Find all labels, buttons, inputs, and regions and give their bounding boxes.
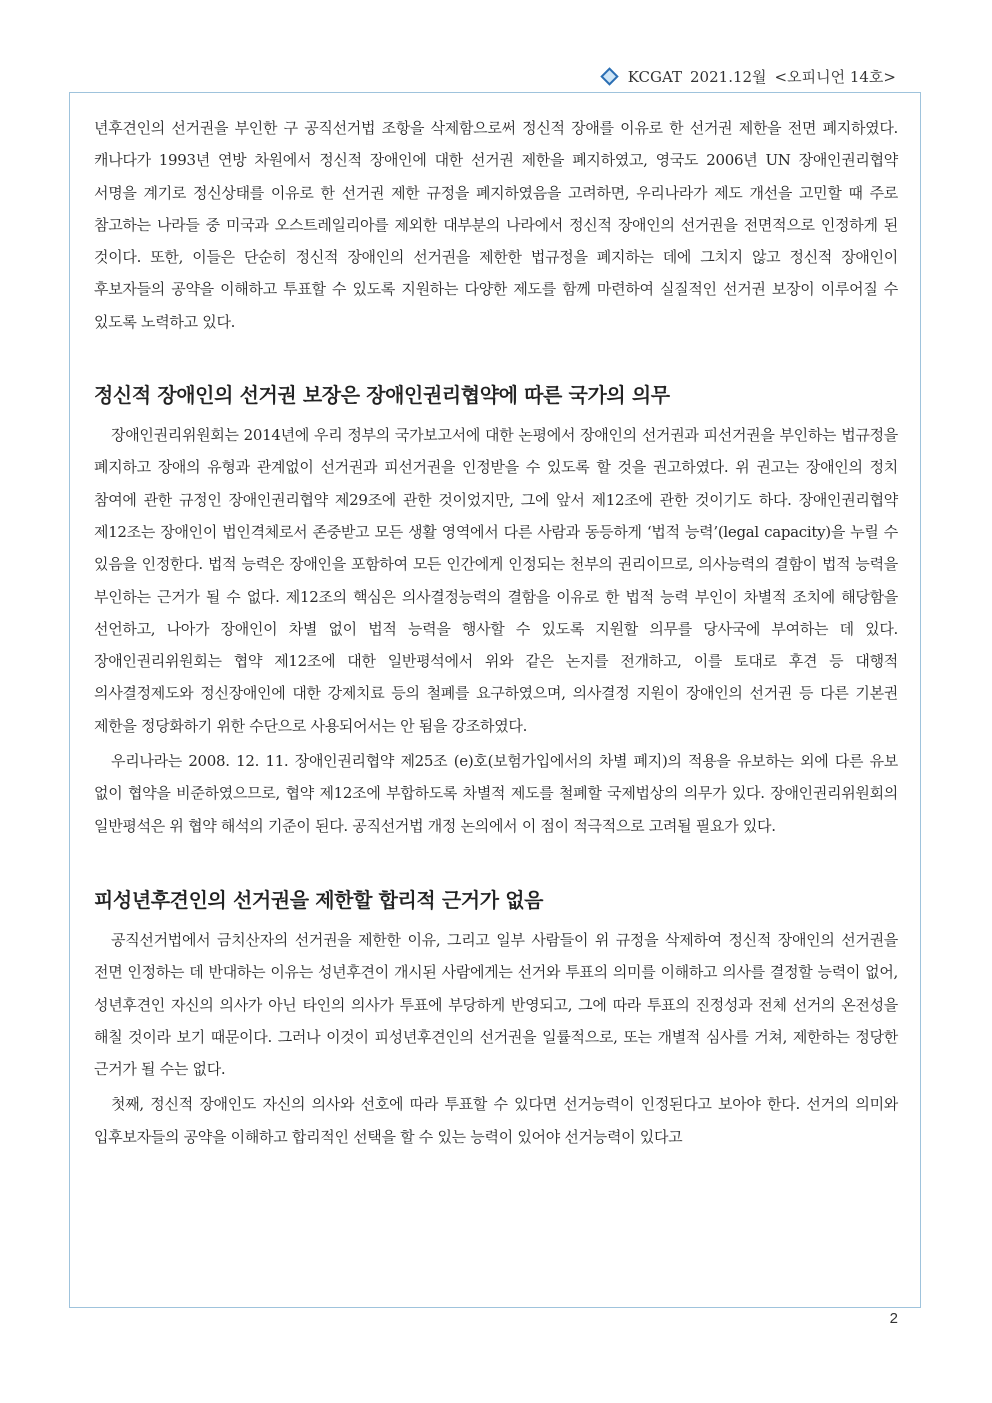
section-heading-1: 정신적 장애인의 선거권 보장은 장애인권리협약에 따른 국가의 의무 <box>94 383 670 408</box>
document-body <box>94 112 898 1153</box>
section-heading-2: 피성년후견인의 선거권을 제한할 합리적 근거가 없음 <box>94 887 544 912</box>
header-issue: <오피니언 14호> <box>774 68 896 86</box>
header-date: 2021.12월 <box>690 68 767 86</box>
section2-paragraph-2: 첫째, 정신적 장애인도 자신의 의사와 선호에 따라 투표할 수 있다면 선거능력이 인정된다고 보아야 한다. 선거의 의미와 입후보자들의 공약을 이해하고 합리적인 선택을 할 수 있는 능력이 있어야 선거능력이 있다고 <box>94 1095 898 1146</box>
page-number: 2 <box>889 1310 898 1327</box>
section1-paragraph-2: 우리나라는 2008. 12. 11. 장애인권리협약 제25조 (e)호(보험가입에서의 차별 폐지)의 적용을 유보하는 외에 다른 유보 없이 협약을 비준하였으므로, 협약 제12조에 부합하도록 차별적 제도를 철폐할 국제법상의 의무가 있다. 장애인권리위원회의 일반평석은 위 협약 해석의 기준이 된다. 공직선거법 개정 논의에서 이 점이 적극적으로 고려될 필요가 있다. <box>94 752 898 835</box>
intro-paragraph: 년후견인의 선거권을 부인한 구 공직선거법 조항을 삭제함으로써 정신적 장애를 이유로 한 선거권 제한을 전면 폐지하였다. 캐나다가 1993년 연방 차원에서 정신적 장애인에 대한 선거권 제한을 폐지하였고, 영국도 2006년 UN 장애인권리협약 서명을 계기로 정신상태를 이유로 한 선거권 제한 규정을 폐지하였음을 고려하면, 우리나라가 제도 개선을 고민할 때 주로 참고하는 나라들 중 미국과 오스트레일리아를 제외한 대부분의 나라에서 정신적 장애인의 선거권을 전면적으로 인정하게 된 것이다. 또한, 이들은 단순히 정신적 장애인의 선거권을 제한한 법규정을 폐지하는 데에 그치지 않고 정신적 장애인이 후보자들의 공약을 이해하고 투표할 수 있도록 지원하는 다양한 제도를 함께 마련하여 실질적인 선거권 보장이 이루어질 수 있도록 노력하고 있다. <box>94 119 898 331</box>
section1-paragraph-1: 장애인권리위원회는 2014년에 우리 정부의 국가보고서에 대한 논평에서 장애인의 선거권과 피선거권을 부인하는 법규정을 폐지하고 장애의 유형과 관계없이 선거권과 피선거권을 인정받을 수 있도록 할 것을 권고하였다. 위 권고는 장애인의 정치 참여에 관한 규정인 장애인권리협약 제29조에 관한 것이었지만, 그에 앞서 제12조에 관한 것이기도 하다. 장애인권리협약 제12조는 장애인이 법인격체로서 존중받고 모든 생활 영역에서 다른 사람과 동등하게 ‘법적 능력’(legal capacity)을 누릴 수 있음을 인정한다. 법적 능력은 장애인을 포함하여 모든 인간에게 인정되는 천부의 권리이므로, 의사능력의 결함이 법적 능력을 부인하는 근거가 될 수 없다. 제12조의 핵심은 의사결정능력의 결함을 이유로 한 법적 능력 부인이 차별적 조치에 해당함을 선언하고, 나아가 장애인이 차별 없이 법적 능력을 행사할 수 있도록 지원할 의무를 당사국에 부여하는 데 있다. 장애인권리위원회는 협약 제12조에 대한 일반평석에서 위와 같은 논지를 전개하고, 이를 토대로 후견 등 대행적 의사결정제도와 정신장애인에 대한 강제치료 등의 철폐를 요구하였으며, 의사결정 지원이 장애인의 선거권 등 다른 기본권 제한을 정당화하기 위한 수단으로 사용되어서는 안 됨을 강조하였다. <box>94 426 898 735</box>
page-header <box>603 66 896 87</box>
header-publisher: KCGAT <box>627 67 683 86</box>
diamond-bullet-icon <box>600 67 618 85</box>
section2-paragraph-1: 공직선거법에서 금치산자의 선거권을 제한한 이유, 그리고 일부 사람들이 위 규정을 삭제하여 정신적 장애인의 선거권을 전면 인정하는 데 반대하는 이유는 성년후견이 개시된 사람에게는 선거와 투표의 의미를 이해하고 의사를 결정할 능력이 없어, 성년후견인 자신의 의사가 아닌 타인의 의사가 투표에 부당하게 반영되고, 그에 따라 투표의 진정성과 전체 선거의 온전성을 해칠 것이라 보기 때문이다. 그러나 이것이 피성년후견인의 선거권을 일률적으로, 또는 개별적 심사를 거쳐, 제한하는 정당한 근거가 될 수는 없다. <box>94 930 898 1079</box>
